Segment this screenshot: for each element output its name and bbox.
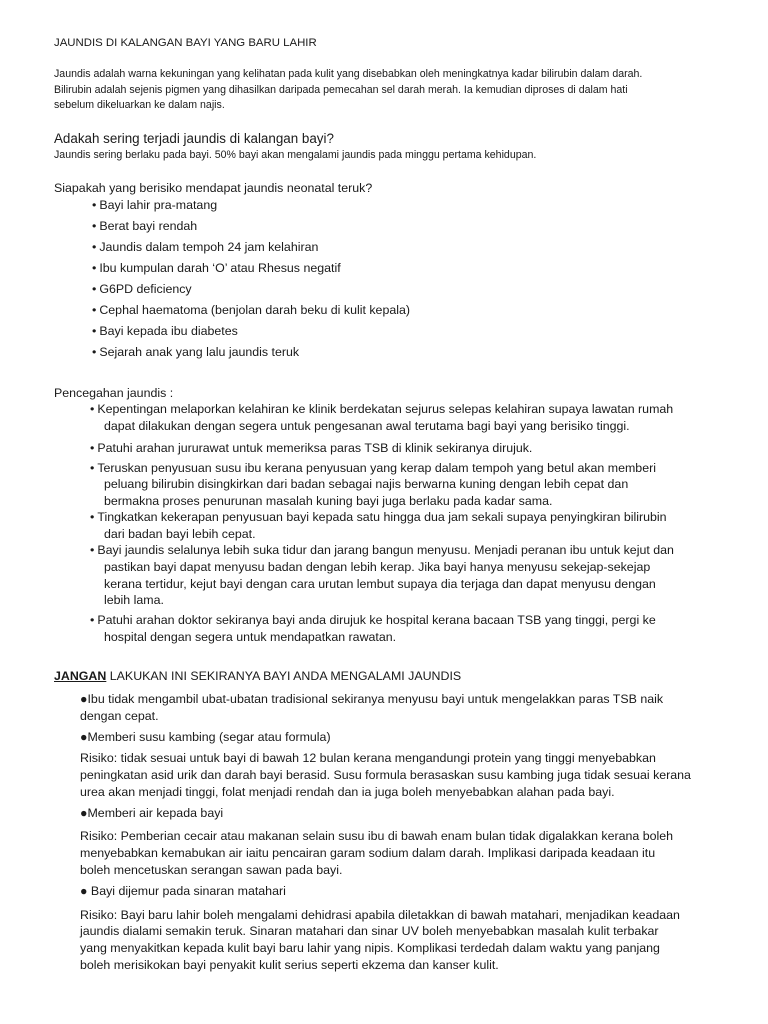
dont-item: ● Bayi dijemur pada sinaran matahari — [80, 884, 286, 898]
section-heading-dont — [54, 669, 461, 683]
prevention-item-cont: peluang bilirubin disingkirkan dari badan sebagai najis berwarna kuning dengan lebih cepat dan — [104, 477, 629, 491]
prevention-item: • Patuhi arahan jururawat untuk memeriksa paras TSB di klinik sekiranya dirujuk. — [90, 441, 532, 455]
prevention-item-cont: hospital dengan segera untuk mendapatkan rawatan. — [104, 630, 397, 644]
dont-item: ●Ibu tidak mengambil ubat-ubatan tradisional sekiranya menyusu bayi untuk mengelakkan paras TSB naik — [80, 692, 664, 706]
risk-item: • Cephal haematoma (benjolan darah beku di kulit kepala) — [92, 303, 410, 317]
prevention-item: • Teruskan penyusuan susu ibu kerana penyusuan yang kerap dalam tempoh yang betul akan memberi — [90, 461, 656, 475]
prevention-item: • Bayi jaundis selalunya lebih suka tidur dan jarang bangun menyusu. Menjadi peranan ibu untuk kejut dan — [90, 543, 674, 557]
page-title: JAUNDIS DI KALANGAN BAYI YANG BARU LAHIR — [54, 37, 317, 49]
risk-text: boleh mencetuskan serangan sawan pada bayi. — [80, 863, 343, 877]
risk-text: yang menyakitkan kepada kulit bayi baru lahir yang nipis. Komplikasi terdedah dalam waktu yang panjang — [80, 941, 660, 955]
prevention-item: • Kepentingan melaporkan kelahiran ke klinik berdekatan sejurus selepas kelahiran supaya lawatan rumah — [90, 402, 673, 416]
prevention-item-cont: bermakna proses penurunan masalah kuning bayi juga berlaku pada kadar sama. — [104, 494, 553, 508]
prevention-item-cont: kerana tertidur, kejut bayi dengan cara urutan lembut supaya dia terjaga dan dapat menyusu dengan — [104, 577, 656, 591]
frequency-answer: Jaundis sering berlaku pada bayi. 50% bayi akan mengalami jaundis pada minggu pertama kehidupan. — [54, 149, 537, 161]
prevention-item-cont: dapat dilakukan dengan segera untuk pengesanan awal terutama bagi bayi yang berisiko tinggi. — [104, 419, 630, 433]
dont-item-cont: dengan cepat. — [80, 709, 159, 723]
risk-item: • Berat bayi rendah — [92, 219, 197, 233]
risk-text: peningkatan asid urik dan darah bayi berasid. Susu formula berasaskan susu kambing juga tidak sesuai kerana — [80, 768, 691, 782]
dont-heading-text: LAKUKAN INI SEKIRANYA BAYI ANDA MENGALAMI JAUNDIS — [106, 669, 462, 683]
risk-text: urea akan menjadi tinggi, folat menjadi rendah dan ia juga boleh menyebabkan alahan pada bayi. — [80, 785, 615, 799]
risk-item: • Sejarah anak yang lalu jaundis teruk — [92, 345, 299, 359]
prevention-item-cont: pastikan bayi dapat menyusu badan dengan lebih kerap. Jika bayi hanya menyusu sekejap-sekejap — [104, 560, 651, 574]
risk-item: • Bayi kepada ibu diabetes — [92, 324, 238, 338]
risk-item: • Ibu kumpulan darah ‘O’ atau Rhesus negatif — [92, 261, 341, 275]
intro-line: Jaundis adalah warna kekuningan yang kelihatan pada kulit yang disebabkan oleh meningkatnya kadar bilirubin dalam darah. — [54, 68, 643, 80]
risk-item: • G6PD deficiency — [92, 282, 192, 296]
risk-item: • Bayi lahir pra-matang — [92, 198, 217, 212]
risk-item: • Jaundis dalam tempoh 24 jam kelahiran — [92, 240, 318, 254]
risk-text: jaundis dialami semakin teruk. Sinaran matahari dan sinar UV boleh menyebabkan masalah kulit terbakar — [80, 924, 659, 938]
prevention-item: • Tingkatkan kekerapan penyusuan bayi kepada satu hingga dua jam sekali supaya penyingkiran bilirubin — [90, 510, 667, 524]
risk-text: menyebabkan kemabukan air iaitu pencairan garam sodium dalam darah. Implikasi daripada keadaan itu — [80, 846, 656, 860]
intro-line: Bilirubin adalah sejenis pigmen yang dihasilkan daripada pemecahan sel darah merah. Ia kemudian diproses di dalam hati — [54, 84, 628, 96]
section-heading-prevention: Pencegahan jaundis : — [54, 386, 174, 400]
dont-emphasis: JANGAN — [54, 669, 107, 683]
dont-item: ●Memberi air kepada bayi — [80, 806, 224, 820]
risk-text: Risiko: Bayi baru lahir boleh mengalami dehidrasi apabila diletakkan di bawah matahari, menjadikan keadaan — [80, 908, 680, 922]
section-heading-risk: Siapakah yang berisiko mendapat jaundis neonatal teruk? — [54, 181, 373, 195]
prevention-item: • Patuhi arahan doktor sekiranya bayi anda dirujuk ke hospital kerana bacaan TSB yang tinggi, pergi ke — [90, 613, 656, 627]
intro-line: sebelum dikeluarkan ke dalam najis. — [54, 99, 225, 111]
risk-text: Risiko: tidak sesuai untuk bayi di bawah 12 bulan kerana mengandungi protein yang tinggi menyebabkan — [80, 751, 656, 765]
prevention-item-cont: lebih lama. — [104, 593, 164, 607]
prevention-item-cont: dari badan bayi lebih cepat. — [104, 527, 256, 541]
dont-item: ●Memberi susu kambing (segar atau formula) — [80, 730, 331, 744]
risk-text: Risiko: Pemberian cecair atau makanan selain susu ibu di bawah enam bulan tidak digalakkan kerana boleh — [80, 829, 674, 843]
risk-text: boleh merisikokan bayi penyakit kulit serius seperti ekzema dan kanser kulit. — [80, 958, 499, 972]
section-heading-frequency: Adakah sering terjadi jaundis di kalangan bayi? — [54, 131, 334, 146]
